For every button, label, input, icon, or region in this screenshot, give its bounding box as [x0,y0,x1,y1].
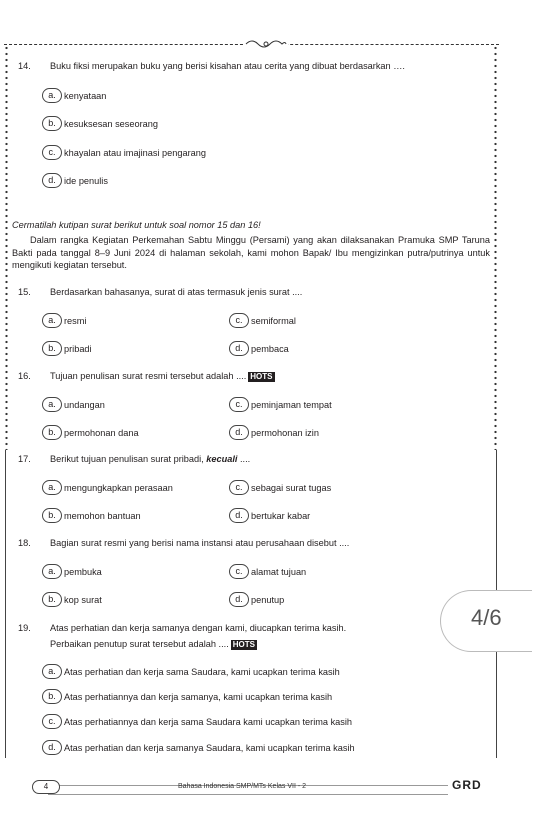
option-text: memohon bantuan [64,510,141,521]
question-number: 14. [18,61,31,71]
letter-excerpt [12,234,490,272]
option-letter: c. [42,145,62,160]
option-14b[interactable] [42,116,158,131]
page-border-left-line [5,450,6,758]
option-14d[interactable] [42,173,108,188]
option-letter: a. [42,564,62,579]
option-18d[interactable] [229,592,284,607]
option-text: pribadi [64,343,92,354]
option-16c[interactable] [229,397,332,412]
option-15d[interactable] [229,341,289,356]
page-indicator [440,590,532,652]
option-text: kenyataan [64,90,107,101]
option-letter: b. [42,425,62,440]
option-letter: b. [42,592,62,607]
option-letter: c. [229,480,249,495]
footer-text: Bahasa Indonesia SMP/MTs Kelas VII - 2 [178,783,307,790]
footer [8,778,498,796]
option-text: khayalan atau imajinasi pengarang [64,147,206,158]
question-text-suffix: .... [237,454,251,464]
option-text: kesuksesan seseorang [64,118,158,129]
option-17b[interactable] [42,508,141,523]
letter-excerpt-text: Dalam rangka Kegiatan Perkemahan Sabtu Minggu (Persami) yang akan dilaksanakan Pramuka SMP Taruna Bakti pada tanggal 8–9 Juni 2024 di halaman sekolah, kami mohon Bapak/ Ibu mengizinkan putra/putrinya untuk mengikuti kegiatan tersebut. [12,235,490,270]
option-text: peminjaman tempat [251,399,332,410]
question-number: 16. [18,371,31,381]
question-text [50,638,257,650]
option-18b[interactable] [42,592,102,607]
option-letter: a. [42,664,62,679]
option-letter: b. [42,116,62,131]
option-16b[interactable] [42,425,139,440]
question-text: Bagian surat resmi yang berisi nama instansi atau perusahaan disebut .... [50,538,350,548]
option-18c[interactable] [229,564,306,579]
option-16a[interactable] [42,397,105,412]
option-16d[interactable] [229,425,319,440]
footer-page-number: 4 [32,780,60,794]
question-text [50,370,275,382]
option-letter: c. [229,313,249,328]
option-14c[interactable] [42,145,206,160]
option-letter: c. [229,564,249,579]
question-text-main: Berikut tujuan penulisan surat pribadi, [50,454,204,464]
question-number: 18. [18,538,31,548]
option-letter: a. [42,313,62,328]
option-text: kop surat [64,594,102,605]
hots-badge: HOTS [232,640,256,649]
hots-badge: HOTS [250,372,273,381]
page-border-left [4,45,9,450]
option-19a[interactable] [42,664,340,679]
option-19d[interactable] [42,740,355,755]
question-number: 17. [18,454,31,464]
question-text [50,453,250,465]
question-text: Atas perhatian dan kerja samanya dengan kami, diucapkan terima kasih. [50,623,347,633]
option-text: semiformal [251,315,296,326]
option-letter: b. [42,689,62,704]
option-letter: c. [229,397,249,412]
option-15a[interactable] [42,313,86,328]
option-text: Atas perhatian dan kerja samanya Saudara, kami ucapkan terima kasih [64,742,355,753]
question-emphasis: kecuali [206,454,238,464]
option-15b[interactable] [42,341,92,356]
option-text: pembaca [251,343,289,354]
option-text: permohonan dana [64,427,139,438]
option-17a[interactable] [42,480,173,495]
option-letter: d. [229,341,249,356]
option-text: sebagai surat tugas [251,482,332,493]
option-letter: d. [42,740,62,755]
option-letter: d. [42,173,62,188]
option-text: bertukar kabar [251,510,311,521]
option-17c[interactable] [229,480,331,495]
option-letter: d. [229,508,249,523]
question-number: 15. [18,287,31,297]
option-text: resmi [64,315,87,326]
option-text: Atas perhatian dan kerja sama Saudara, kami ucapkan terima kasih [64,666,340,677]
option-letter: a. [42,88,62,103]
option-15c[interactable] [229,313,296,328]
page-indicator-label: 4/6 [471,605,502,630]
question-number: 19. [18,623,31,633]
option-18a[interactable] [42,564,102,579]
question-text: Buku fiksi merupakan buku yang berisi kisahan atau cerita yang dibuat berdasarkan …. [50,61,405,71]
option-text: Atas perhatiannya dan kerja sama Saudara kami ucapkan terima kasih [64,716,353,727]
option-text: mengungkapkan perasaan [64,482,173,493]
option-letter: a. [42,480,62,495]
option-17d[interactable] [229,508,310,523]
option-19c[interactable] [42,714,352,729]
option-letter: a. [42,397,62,412]
question-text-main: Tujuan penulisan surat resmi tersebut adalah .... [50,371,247,381]
ornament-icon [244,38,288,50]
option-letter: b. [42,508,62,523]
brand-logo: GRD [452,778,482,792]
option-text: alamat tujuan [251,566,307,577]
question-text-main: Perbaikan penutup surat tersebut adalah .... [50,639,229,649]
option-text: pembuka [64,566,102,577]
option-letter: c. [42,714,62,729]
page-border-right [493,45,498,450]
option-letter: d. [229,592,249,607]
option-text: Atas perhatiannya dan kerja samanya, kami ucapkan terima kasih [64,691,333,702]
option-text: ide penulis [64,175,108,186]
option-text: permohonan izin [251,427,319,438]
option-text: penutup [251,594,285,605]
option-letter: b. [42,341,62,356]
option-19b[interactable] [42,689,332,704]
option-letter: d. [229,425,249,440]
instruction: Cermatilah kutipan surat berikut untuk soal nomor 15 dan 16! [12,220,261,230]
option-text: undangan [64,399,105,410]
question-text: Berdasarkan bahasanya, surat di atas termasuk jenis surat .... [50,287,303,297]
option-14a[interactable] [42,88,106,103]
